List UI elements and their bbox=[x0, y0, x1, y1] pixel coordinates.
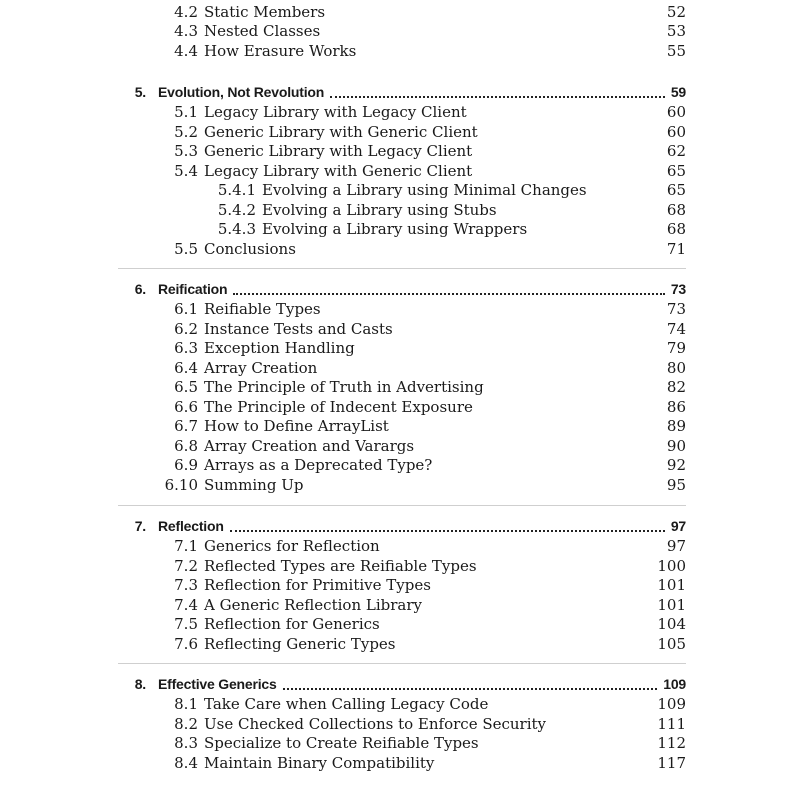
toc-entry-row[interactable] bbox=[0, 634, 800, 654]
toc-entry-row[interactable] bbox=[0, 161, 800, 181]
toc-entry-number: 6. bbox=[134, 281, 146, 297]
toc-chapter-row[interactable] bbox=[0, 279, 800, 299]
toc-entry-number: 6.4 bbox=[174, 359, 198, 377]
toc-entry-page: 90 bbox=[666, 437, 686, 455]
toc-entry-title: Evolving a Library using Minimal Changes bbox=[262, 181, 587, 199]
toc-entry-number: 8.2 bbox=[174, 715, 198, 733]
toc-entry-title: The Principle of Indecent Exposure bbox=[204, 398, 473, 416]
toc-entry-title: Nested Classes bbox=[204, 22, 321, 40]
toc-entry-number: 7.6 bbox=[174, 635, 198, 653]
toc-entry-row[interactable] bbox=[0, 416, 800, 436]
toc-entry-title: Legacy Library with Generic Client bbox=[204, 162, 473, 180]
toc-dot-leader bbox=[233, 275, 664, 295]
toc-entry-row[interactable] bbox=[0, 753, 800, 773]
chapter-divider bbox=[118, 505, 686, 506]
toc-entry-page: 73 bbox=[670, 281, 686, 297]
toc-chapter-row[interactable] bbox=[0, 674, 800, 694]
toc-entry-page: 97 bbox=[666, 537, 686, 555]
toc-entry-title: Take Care when Calling Legacy Code bbox=[204, 695, 489, 713]
toc-entry-row[interactable] bbox=[0, 733, 800, 753]
toc-entry-row[interactable] bbox=[0, 436, 800, 456]
toc-dot-leader bbox=[283, 670, 658, 690]
toc-entry-row[interactable] bbox=[0, 180, 800, 200]
toc-entry-number: 8.3 bbox=[174, 734, 198, 752]
toc-entry-title: Reflected Types are Reifiable Types bbox=[204, 557, 477, 575]
toc-entry-number: 5.1 bbox=[174, 103, 198, 121]
toc-entry-page: 68 bbox=[666, 201, 686, 219]
toc-entry-page: 117 bbox=[657, 754, 686, 772]
toc-entry-title: Generics for Reflection bbox=[204, 537, 380, 555]
toc-entry-page: 65 bbox=[666, 181, 686, 199]
toc-entry-number: 4.3 bbox=[174, 22, 198, 40]
toc-entry-title: Reflection bbox=[158, 518, 224, 534]
toc-entry-number: 5.3 bbox=[174, 142, 198, 160]
toc-entry-title: Legacy Library with Legacy Client bbox=[204, 103, 467, 121]
toc-entry-number: 6.9 bbox=[174, 456, 198, 474]
toc-entry-page: 60 bbox=[666, 123, 686, 141]
toc-entry-page: 82 bbox=[666, 378, 686, 396]
toc-entry-row[interactable] bbox=[0, 614, 800, 634]
toc-entry-number: 5.4.2 bbox=[217, 201, 256, 219]
toc-dot-leader bbox=[230, 512, 665, 532]
toc-entry-title: Reflecting Generic Types bbox=[204, 635, 396, 653]
toc-entry-title: Array Creation and Varargs bbox=[204, 437, 415, 455]
toc-entry-title: How to Define ArrayList bbox=[204, 417, 389, 435]
toc-entry-number: 7. bbox=[134, 518, 146, 534]
toc-entry-row[interactable] bbox=[0, 239, 800, 259]
toc-entry-number: 6.5 bbox=[174, 378, 198, 396]
toc-entry-number: 6.1 bbox=[174, 300, 198, 318]
toc-entry-row[interactable] bbox=[0, 556, 800, 576]
toc-entry-row[interactable] bbox=[0, 338, 800, 358]
toc-entry-page: 73 bbox=[666, 300, 686, 318]
toc-entry-number: 5. bbox=[134, 84, 146, 100]
toc-entry-row[interactable] bbox=[0, 536, 800, 556]
toc-entry-row[interactable] bbox=[0, 200, 800, 220]
toc-entry-page: 68 bbox=[666, 220, 686, 238]
toc-entry-row[interactable] bbox=[0, 41, 800, 61]
toc-entry-row[interactable] bbox=[0, 455, 800, 475]
toc-dot-leader bbox=[330, 78, 665, 98]
toc-entry-row[interactable] bbox=[0, 102, 800, 122]
toc-entry-number: 5.4 bbox=[174, 162, 198, 180]
toc-entry-page: 79 bbox=[666, 339, 686, 357]
toc-entry-title: Array Creation bbox=[204, 359, 318, 377]
toc-entry-row[interactable] bbox=[0, 358, 800, 378]
toc-entry-number: 8. bbox=[134, 676, 146, 692]
toc-entry-page: 97 bbox=[670, 518, 686, 534]
toc-entry-page: 74 bbox=[666, 320, 686, 338]
toc-entry-page: 104 bbox=[657, 615, 686, 633]
toc-entry-row[interactable] bbox=[0, 475, 800, 495]
toc-entry-number: 5.4.3 bbox=[217, 220, 256, 238]
toc-entry-page: 109 bbox=[663, 676, 686, 692]
toc-entry-row[interactable] bbox=[0, 141, 800, 161]
toc-entry-page: 55 bbox=[666, 42, 686, 60]
toc-entry-title: A Generic Reflection Library bbox=[204, 596, 422, 614]
toc-entry-number: 5.2 bbox=[174, 123, 198, 141]
toc-entry-page: 109 bbox=[657, 695, 686, 713]
toc-entry-title: Reflection for Generics bbox=[204, 615, 380, 633]
toc-entry-number: 6.6 bbox=[174, 398, 198, 416]
toc-entry-row[interactable] bbox=[0, 714, 800, 734]
toc-entry-title: Reflection for Primitive Types bbox=[204, 576, 431, 594]
toc-entry-title: Conclusions bbox=[204, 240, 296, 258]
toc-entry-page: 71 bbox=[666, 240, 686, 258]
toc-entry-title: Summing Up bbox=[204, 476, 304, 494]
toc-entry-number: 6.8 bbox=[174, 437, 198, 455]
toc-entry-page: 112 bbox=[657, 734, 686, 752]
toc-entry-number: 6.7 bbox=[174, 417, 198, 435]
toc-entry-title: Maintain Binary Compatibility bbox=[204, 754, 435, 772]
toc-entry-title: Generic Library with Generic Client bbox=[204, 123, 478, 141]
toc-entry-number: 4.2 bbox=[174, 3, 198, 21]
toc-entry-page: 62 bbox=[666, 142, 686, 160]
toc-entry-row[interactable] bbox=[0, 21, 800, 41]
toc-entry-page: 52 bbox=[666, 3, 686, 21]
toc-entry-row[interactable] bbox=[0, 575, 800, 595]
toc-entry-title: Use Checked Collections to Enforce Security bbox=[204, 715, 547, 733]
toc-entry-row[interactable] bbox=[0, 319, 800, 339]
toc-entry-number: 8.4 bbox=[174, 754, 198, 772]
toc-entry-row[interactable] bbox=[0, 299, 800, 319]
toc-entry-number: 7.1 bbox=[174, 537, 198, 555]
chapter-divider bbox=[118, 268, 686, 269]
toc-chapter-row[interactable] bbox=[0, 516, 800, 536]
toc-entry-number: 6.10 bbox=[164, 476, 198, 494]
toc-entry-title: Evolution, Not Revolution bbox=[158, 84, 325, 100]
toc-entry-row[interactable] bbox=[0, 219, 800, 239]
toc-entry-number: 5.5 bbox=[174, 240, 198, 258]
toc-entry-row[interactable] bbox=[0, 377, 800, 397]
toc-entry-page: 86 bbox=[666, 398, 686, 416]
toc-entry-row[interactable] bbox=[0, 122, 800, 142]
toc-entry-number: 4.4 bbox=[174, 42, 198, 60]
toc-entry-title: Specialize to Create Reifiable Types bbox=[204, 734, 479, 752]
toc-entry-row[interactable] bbox=[0, 2, 800, 22]
toc-entry-number: 6.2 bbox=[174, 320, 198, 338]
toc-entry-page: 60 bbox=[666, 103, 686, 121]
toc-entry-title: Static Members bbox=[204, 3, 326, 21]
toc-entry-number: 6.3 bbox=[174, 339, 198, 357]
toc-entry-page: 100 bbox=[657, 557, 686, 575]
chapter-divider bbox=[118, 663, 686, 664]
toc-entry-title: Reification bbox=[158, 281, 228, 297]
toc-entry-number: 5.4.1 bbox=[217, 181, 256, 199]
toc-entry-title: Generic Library with Legacy Client bbox=[204, 142, 473, 160]
toc-entry-page: 53 bbox=[666, 22, 686, 40]
toc-entry-row[interactable] bbox=[0, 397, 800, 417]
toc-entry-page: 65 bbox=[666, 162, 686, 180]
toc-entry-page: 105 bbox=[657, 635, 686, 653]
toc-entry-number: 8.1 bbox=[174, 695, 198, 713]
toc-entry-title: Reifiable Types bbox=[204, 300, 321, 318]
toc-entry-number: 7.2 bbox=[174, 557, 198, 575]
toc-chapter-row[interactable] bbox=[0, 82, 800, 102]
toc-entry-page: 101 bbox=[657, 596, 686, 614]
toc-entry-page: 59 bbox=[670, 84, 686, 100]
toc-entry-page: 80 bbox=[666, 359, 686, 377]
toc-entry-page: 92 bbox=[666, 456, 686, 474]
toc-entry-number: 7.3 bbox=[174, 576, 198, 594]
toc-entry-title: Exception Handling bbox=[204, 339, 355, 357]
toc-entry-page: 89 bbox=[666, 417, 686, 435]
toc-entry-page: 111 bbox=[657, 715, 686, 733]
toc-entry-page: 101 bbox=[657, 576, 686, 594]
toc-entry-title: How Erasure Works bbox=[204, 42, 357, 60]
toc-entry-title: Effective Generics bbox=[158, 676, 277, 692]
toc-entry-title: The Principle of Truth in Advertising bbox=[204, 378, 484, 396]
toc-entry-title: Arrays as a Deprecated Type? bbox=[204, 456, 433, 474]
toc-entry-row[interactable] bbox=[0, 595, 800, 615]
toc-entry-number: 7.5 bbox=[174, 615, 198, 633]
toc-entry-row[interactable] bbox=[0, 694, 800, 714]
toc-entry-title: Evolving a Library using Wrappers bbox=[262, 220, 528, 238]
toc-entry-page: 95 bbox=[666, 476, 686, 494]
toc-entry-title: Instance Tests and Casts bbox=[204, 320, 393, 338]
toc-entry-title: Evolving a Library using Stubs bbox=[262, 201, 497, 219]
toc-entry-number: 7.4 bbox=[174, 596, 198, 614]
